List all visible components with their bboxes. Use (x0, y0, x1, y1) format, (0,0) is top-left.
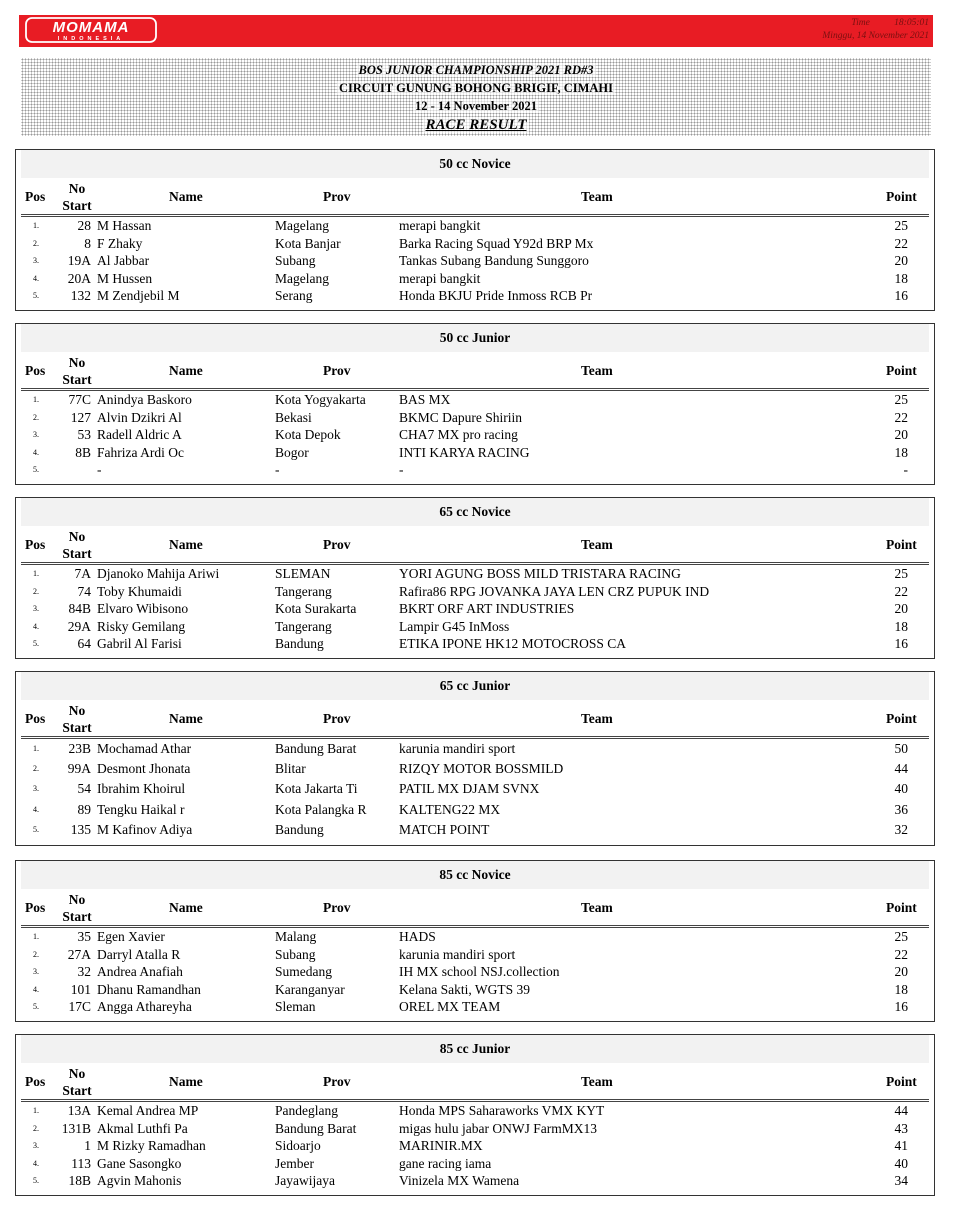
cell-name: Tengku Haikal r (97, 801, 185, 817)
cell-prov: Subang (275, 946, 316, 962)
cell-name: Egen Xavier (97, 929, 165, 944)
cell-name: Desmont Jhonata (97, 761, 191, 777)
cell-pos: 5. (33, 465, 39, 475)
cell-name: Akmal Luthfi Pa (97, 1120, 188, 1136)
result-rows (21, 739, 929, 840)
cell-point: 20 (894, 964, 908, 980)
cell-team: MATCH POINT (399, 821, 490, 837)
cell-point: 22 (894, 583, 908, 599)
cell-prov: Kota Jakarta Ti (275, 781, 358, 797)
header-team: Team (581, 363, 613, 378)
header-point: Point (886, 363, 917, 378)
cell-team: Tankas Subang Bandung Sunggoro (399, 253, 589, 269)
cell-name: - (97, 462, 102, 478)
cell-pos: 4. (33, 804, 39, 814)
document-title: RACE RESULT (425, 117, 527, 133)
class-title: 50 cc Novice (21, 150, 929, 178)
cell-no-start: 27A (67, 946, 91, 962)
cell-name: Mochamad Athar (97, 741, 192, 756)
cell-no-start: 28 (77, 218, 91, 233)
cell-prov: Bandung (275, 821, 324, 837)
table-row (21, 998, 929, 1016)
cell-prov: Sumedang (275, 964, 332, 980)
column-header (21, 1063, 929, 1102)
table-row (21, 235, 929, 253)
cell-prov: Bogor (275, 444, 309, 460)
table-row (21, 946, 929, 964)
cell-point: 50 (894, 741, 908, 756)
cell-name: M Rizky Ramadhan (97, 1138, 206, 1154)
cell-prov: Sidoarjo (275, 1138, 321, 1154)
header-prov: Prov (323, 711, 351, 726)
result-section (15, 323, 935, 485)
header-name: Name (169, 537, 203, 552)
table-row (21, 981, 929, 999)
top-banner (19, 15, 933, 47)
cell-prov: Kota Depok (275, 427, 341, 443)
cell-prov: Magelang (275, 270, 329, 286)
cell-pos: 2. (33, 586, 39, 596)
header-name: Name (169, 900, 203, 915)
result-rows (21, 928, 929, 1016)
cell-pos: 1. (33, 1106, 39, 1115)
cell-team: RIZQY MOTOR BOSSMILD (399, 761, 564, 777)
cell-team: - (399, 462, 404, 478)
cell-point: 32 (894, 821, 908, 837)
cell-name: Gabril Al Farisi (97, 636, 182, 652)
header-team: Team (581, 1074, 613, 1089)
cell-no-start: 17C (68, 999, 91, 1015)
class-title: 85 cc Novice (21, 861, 929, 889)
table-row (21, 820, 929, 840)
time-label: Time (851, 18, 870, 28)
cell-name: Darryl Atalla R (97, 946, 181, 962)
column-header (21, 889, 929, 928)
cell-pos: 4. (33, 621, 39, 631)
cell-no-start: 8B (75, 444, 91, 460)
cell-name: Andrea Anafiah (97, 964, 183, 980)
table-row (21, 391, 929, 409)
cell-prov: SLEMAN (275, 566, 331, 581)
cell-point: 22 (894, 235, 908, 251)
event-header (21, 58, 931, 136)
cell-name: Fahriza Ardi Oc (97, 444, 184, 460)
cell-team: INTI KARYA RACING (399, 444, 530, 460)
cell-name: Agvin Mahonis (97, 1173, 182, 1189)
cell-name: Risky Gemilang (97, 618, 186, 634)
result-rows (21, 217, 929, 305)
cell-team: CHA7 MX pro racing (399, 427, 518, 443)
cell-team: Kelana Sakti, WGTS 39 (399, 981, 530, 997)
cell-team: OREL MX TEAM (399, 999, 501, 1015)
cell-pos: 2. (33, 412, 39, 422)
cell-point: 18 (894, 618, 908, 634)
cell-name: Elvaro Wibisono (97, 601, 189, 617)
header-name: Name (169, 189, 203, 204)
cell-prov: Serang (275, 288, 313, 304)
cell-point: - (903, 462, 908, 478)
cell-team: karunia mandiri sport (399, 946, 516, 962)
cell-pos: 4. (33, 984, 39, 994)
cell-pos: 5. (33, 639, 39, 649)
header-pos: Pos (25, 1074, 46, 1089)
header-point: Point (886, 711, 917, 726)
cell-point: 43 (894, 1120, 908, 1136)
header-prov: Prov (323, 363, 351, 378)
header-name: Name (169, 711, 203, 726)
column-header (21, 352, 929, 391)
cell-prov: Kota Surakarta (275, 601, 357, 617)
cell-prov: Kota Yogyakarta (275, 392, 366, 407)
cell-no-start: 8 (84, 235, 91, 251)
cell-no-start: 77C (68, 392, 91, 407)
header-pos: Pos (25, 900, 46, 915)
cell-point: 25 (894, 392, 908, 407)
cell-prov: Kota Banjar (275, 235, 341, 251)
cell-point: 16 (894, 999, 908, 1015)
cell-pos: 3. (33, 967, 39, 977)
cell-prov: Kota Palangka R (275, 801, 367, 817)
cell-pos: 1. (33, 744, 39, 753)
cell-pos: 5. (33, 1002, 39, 1012)
header-pos: Pos (25, 363, 46, 378)
cell-prov: Pandeglang (275, 1103, 338, 1118)
cell-pos: 4. (33, 447, 39, 457)
header-no-start: No Start (62, 703, 92, 735)
cell-pos: 5. (33, 291, 39, 301)
table-row (21, 583, 929, 601)
cell-team: ETIKA IPONE HK12 MOTOCROSS CA (399, 636, 627, 652)
header-point: Point (886, 1074, 917, 1089)
cell-no-start: 84B (68, 601, 91, 617)
table-row (21, 635, 929, 653)
header-pos: Pos (25, 711, 46, 726)
cell-no-start: 53 (77, 427, 91, 443)
cell-point: 22 (894, 409, 908, 425)
cell-team: MARINIR.MX (399, 1138, 483, 1154)
cell-pos: 2. (33, 949, 39, 959)
header-no-start: No Start (62, 181, 92, 213)
logo-text: MOMAMA (52, 19, 130, 36)
cell-no-start: 32 (77, 964, 91, 980)
cell-point: 41 (894, 1138, 908, 1154)
cell-point: 18 (894, 444, 908, 460)
table-row (21, 739, 929, 759)
header-point: Point (886, 189, 917, 204)
result-rows (21, 565, 929, 653)
cell-prov: Tangerang (275, 618, 332, 634)
cell-no-start: 127 (70, 409, 91, 425)
cell-team: karunia mandiri sport (399, 741, 516, 756)
cell-team: BKRT ORF ART INDUSTRIES (399, 601, 575, 617)
cell-prov: Bandung (275, 636, 324, 652)
cell-team: YORI AGUNG BOSS MILD TRISTARA RACING (399, 566, 681, 581)
cell-team: merapi bangkit (399, 270, 481, 286)
cell-point: 36 (894, 801, 908, 817)
cell-pos: 4. (33, 1158, 39, 1168)
header-team: Team (581, 189, 613, 204)
cell-no-start: 13A (67, 1103, 91, 1118)
timestamp-box (822, 17, 929, 43)
cell-prov: - (275, 462, 280, 478)
cell-team: Lampir G45 InMoss (399, 618, 510, 634)
cell-point: 34 (894, 1173, 908, 1189)
cell-prov: Jayawijaya (275, 1173, 335, 1189)
cell-no-start: 132 (70, 288, 91, 304)
column-header (21, 178, 929, 217)
cell-no-start: 1 (84, 1138, 91, 1154)
cell-pos: 3. (33, 784, 39, 794)
result-section (15, 860, 935, 1022)
cell-team: HADS (399, 929, 436, 944)
header-prov: Prov (323, 537, 351, 552)
cell-no-start: 35 (77, 929, 91, 944)
cell-point: 18 (894, 270, 908, 286)
cell-no-start: 54 (77, 781, 91, 797)
column-header (21, 526, 929, 565)
table-row (21, 600, 929, 618)
cell-point: 20 (894, 427, 908, 443)
cell-pos: 3. (33, 256, 39, 266)
cell-prov: Karanganyar (275, 981, 345, 997)
table-row (21, 1120, 929, 1138)
table-row (21, 618, 929, 636)
cell-team: migas hulu jabar ONWJ FarmMX13 (399, 1120, 597, 1136)
cell-point: 20 (894, 253, 908, 269)
header-no-start: No Start (62, 892, 92, 924)
cell-no-start: 99A (67, 761, 91, 777)
header-pos: Pos (25, 537, 46, 552)
result-section (15, 149, 935, 311)
cell-no-start: 101 (70, 981, 91, 997)
table-row (21, 1137, 929, 1155)
cell-no-start: 19A (67, 253, 91, 269)
cell-name: Al Jabbar (97, 253, 150, 269)
cell-point: 44 (894, 1103, 908, 1118)
table-row (21, 963, 929, 981)
cell-no-start: 20A (67, 270, 91, 286)
cell-pos: 3. (33, 430, 39, 440)
cell-point: 25 (894, 929, 908, 944)
header-prov: Prov (323, 900, 351, 915)
cell-pos: 3. (33, 1141, 39, 1151)
cell-point: 44 (894, 761, 908, 777)
cell-prov: Jember (275, 1155, 314, 1171)
header-name: Name (169, 1074, 203, 1089)
cell-point: 40 (894, 1155, 908, 1171)
cell-name: Djanoko Mahija Ariwi (97, 566, 220, 581)
header-point: Point (886, 900, 917, 915)
header-no-start: No Start (62, 529, 92, 561)
table-row (21, 759, 929, 779)
cell-name: M Kafinov Adiya (97, 821, 193, 837)
class-title: 85 cc Junior (21, 1035, 929, 1063)
class-title: 65 cc Novice (21, 498, 929, 526)
logo-subtext: INDONESIA (57, 36, 125, 42)
table-row (21, 217, 929, 235)
header-pos: Pos (25, 189, 46, 204)
cell-no-start: 113 (71, 1155, 91, 1171)
cell-team: Rafira86 RPG JOVANKA JAYA LEN CRZ PUPUK IND (399, 583, 710, 599)
cell-name: M Zendjebil M (97, 288, 180, 304)
table-row (21, 928, 929, 946)
table-row (21, 426, 929, 444)
cell-prov: Magelang (275, 218, 329, 233)
header-no-start: No Start (62, 1066, 92, 1098)
cell-point: 16 (894, 636, 908, 652)
table-row (21, 287, 929, 305)
header-team: Team (581, 900, 613, 915)
header-name: Name (169, 363, 203, 378)
cell-point: 20 (894, 601, 908, 617)
cell-pos: 1. (33, 395, 39, 404)
cell-pos: 2. (33, 764, 39, 774)
cell-no-start: 18B (68, 1173, 91, 1189)
cell-point: 18 (894, 981, 908, 997)
cell-no-start: 89 (77, 801, 91, 817)
result-section (15, 1034, 935, 1196)
cell-name: M Hassan (97, 218, 152, 233)
circuit-name: CIRCUIT GUNUNG BOHONG BRIGIF, CIMAHI (339, 81, 613, 95)
cell-name: Radell Aldric A (97, 427, 182, 443)
cell-no-start: 135 (70, 821, 91, 837)
cell-prov: Bekasi (275, 409, 312, 425)
cell-name: Toby Khumaidi (97, 583, 182, 599)
cell-team: BAS MX (399, 392, 451, 407)
cell-team: merapi bangkit (399, 218, 481, 233)
cell-no-start: 29A (67, 618, 91, 634)
cell-point: 22 (894, 946, 908, 962)
cell-pos: 1. (33, 221, 39, 230)
cell-pos: 4. (33, 273, 39, 283)
cell-prov: Tangerang (275, 583, 332, 599)
cell-pos: 2. (33, 238, 39, 248)
table-row (21, 409, 929, 427)
table-row (21, 800, 929, 820)
result-section (15, 497, 935, 659)
table-row (21, 1172, 929, 1190)
cell-no-start: 23B (68, 741, 91, 756)
cell-team: Barka Racing Squad Y92d BRP Mx (399, 235, 594, 251)
cell-prov: Subang (275, 253, 316, 269)
event-dates: 12 - 14 November 2021 (415, 99, 537, 113)
cell-no-start: 131B (61, 1120, 91, 1136)
table-row (21, 444, 929, 462)
cell-pos: 5. (33, 824, 39, 834)
table-row (21, 565, 929, 583)
class-title: 50 cc Junior (21, 324, 929, 352)
result-rows (21, 391, 929, 479)
cell-team: Honda MPS Saharaworks VMX KYT (399, 1103, 605, 1118)
header-team: Team (581, 537, 613, 552)
cell-name: Kemal Andrea MP (97, 1103, 199, 1118)
table-row (21, 1155, 929, 1173)
cell-pos: 3. (33, 604, 39, 614)
table-row (21, 270, 929, 288)
cell-team: gane racing iama (399, 1155, 492, 1171)
cell-name: Gane Sasongko (97, 1155, 182, 1171)
cell-pos: 1. (33, 569, 39, 578)
header-team: Team (581, 711, 613, 726)
cell-prov: Bandung Barat (275, 1120, 357, 1136)
time-value: 18:05:01 (894, 18, 929, 28)
table-row (21, 252, 929, 270)
header-point: Point (886, 537, 917, 552)
cell-point: 25 (894, 566, 908, 581)
cell-point: 40 (894, 781, 908, 797)
cell-name: Angga Athareyha (97, 999, 192, 1015)
cell-team: Vinizela MX Wamena (399, 1173, 520, 1189)
cell-name: F Zhaky (97, 235, 143, 251)
cell-pos: 5. (33, 1176, 39, 1186)
table-row (21, 779, 929, 799)
cell-team: Honda BKJU Pride Inmoss RCB Pr (399, 288, 593, 304)
cell-team: PATIL MX DJAM SVNX (399, 781, 540, 797)
result-rows (21, 1102, 929, 1190)
result-section (15, 671, 935, 846)
cell-team: IH MX school NSJ.collection (399, 964, 560, 980)
cell-point: 25 (894, 218, 908, 233)
cell-pos: 2. (33, 1123, 39, 1133)
class-title: 65 cc Junior (21, 672, 929, 700)
cell-prov: Malang (275, 929, 317, 944)
cell-team: BKMC Dapure Shiriin (399, 409, 522, 425)
cell-name: M Hussen (97, 270, 153, 286)
cell-pos: 1. (33, 932, 39, 941)
cell-no-start: 74 (77, 583, 91, 599)
event-title: BOS JUNIOR CHAMPIONSHIP 2021 RD#3 (358, 63, 594, 77)
cell-name: Anindya Baskoro (97, 392, 192, 407)
table-row (21, 461, 929, 479)
cell-no-start: 7A (74, 566, 91, 581)
cell-name: Ibrahim Khoirul (97, 781, 186, 797)
cell-no-start: 64 (77, 636, 91, 652)
momama-logo (25, 17, 157, 43)
cell-prov: Bandung Barat (275, 741, 357, 756)
cell-prov: Sleman (275, 999, 316, 1015)
table-row (21, 1102, 929, 1120)
cell-name: Dhanu Ramandhan (97, 981, 201, 997)
header-prov: Prov (323, 189, 351, 204)
cell-name: Alvin Dzikri Al (97, 409, 182, 425)
cell-prov: Blitar (275, 761, 306, 777)
header-prov: Prov (323, 1074, 351, 1089)
cell-point: 16 (894, 288, 908, 304)
date-text: Minggu, 14 November 2021 (822, 31, 929, 41)
header-no-start: No Start (62, 355, 92, 387)
cell-team: KALTENG22 MX (399, 801, 501, 817)
column-header (21, 700, 929, 739)
